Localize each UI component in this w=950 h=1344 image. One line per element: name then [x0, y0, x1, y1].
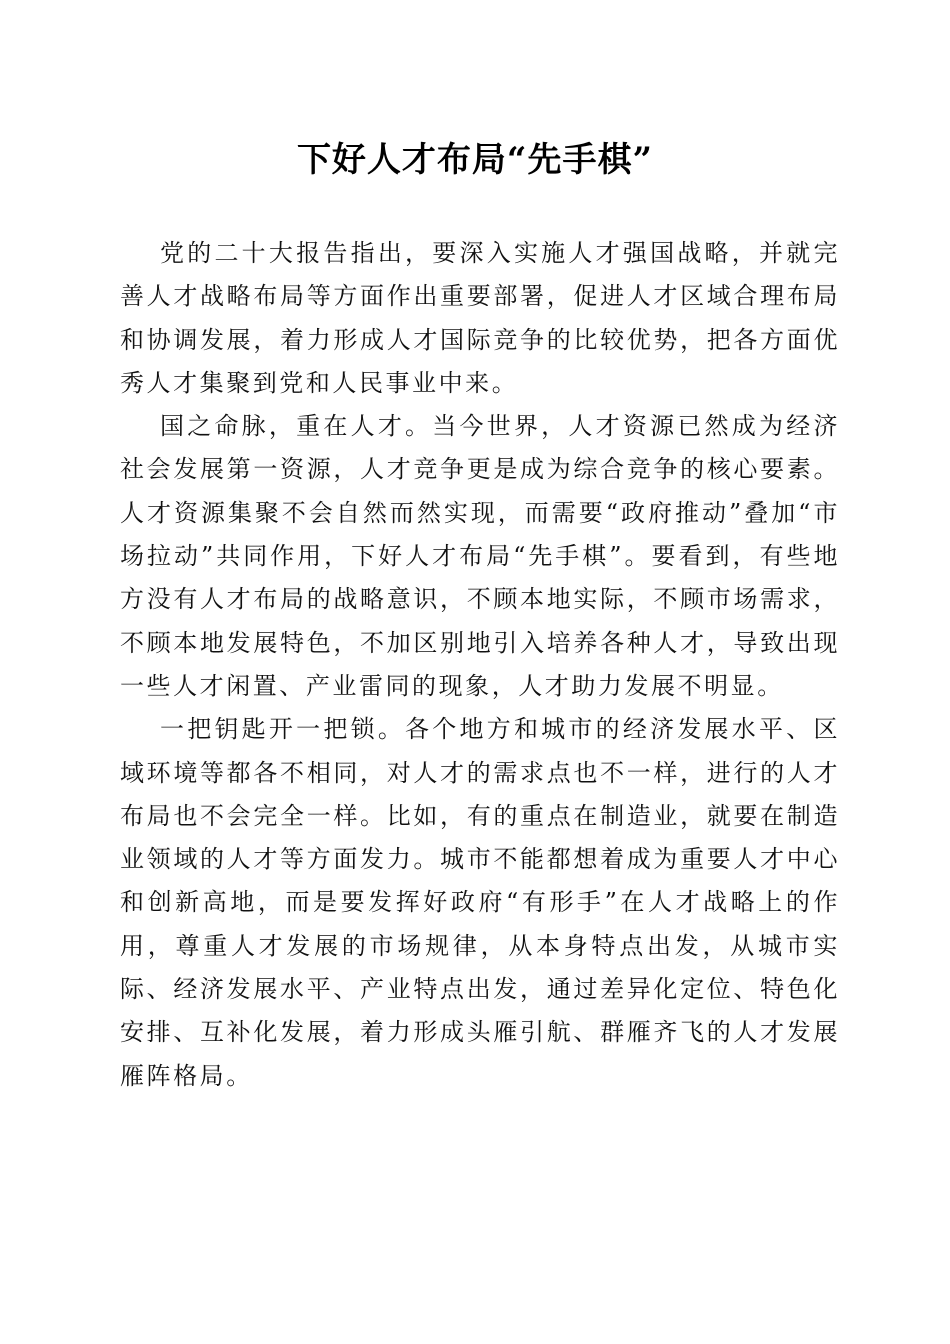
paragraph-2: 国之命脉，重在人才。当今世界，人才资源已然成为经济社会发展第一资源，人才竞争更是成为综合竞争的核心要素。人才资源集聚不会自然而然实现，而需要“政府推动”叠加“市场拉动”共同作用，下好人才布局“先手棋”。要看到，有些地方没有人才布局的战略意识，不顾本地实际，不顾市场需求，不顾本地发展特色，不加区别地引入培养各种人才，导致出现一些人才闲置、产业雷同的现象，人才助力发展不明显。 [120, 412, 840, 700]
paragraph-1: 党的二十大报告指出，要深入实施人才强国战略，并就完善人才战略布局等方面作出重要部署，促进人才区域合理布局和协调发展，着力形成人才国际竞争的比较优势，把各方面优秀人才集聚到党和人民事业中来。 [120, 239, 840, 397]
article-body [120, 232, 840, 1098]
page-title: 下好人才布局“先手棋” [296, 140, 654, 180]
paragraph-3: 一把钥匙开一把锁。各个地方和城市的经济发展水平、区域环境等都各不相同，对人才的需求点也不一样，进行的人才布局也不会完全一样。比如，有的重点在制造业，就要在制造业领域的人才等方面发力。城市不能都想着成为重要人才中心和创新高地，而是要发挥好政府“有形手”在人才战略上的作用，尊重人才发展的市场规律，从本身特点出发，从城市实际、经济发展水平、产业特点出发，通过差异化定位、特色化安排、互补化发展，着力形成头雁引航、群雁齐飞的人才发展雁阵格局。 [120, 715, 840, 1090]
